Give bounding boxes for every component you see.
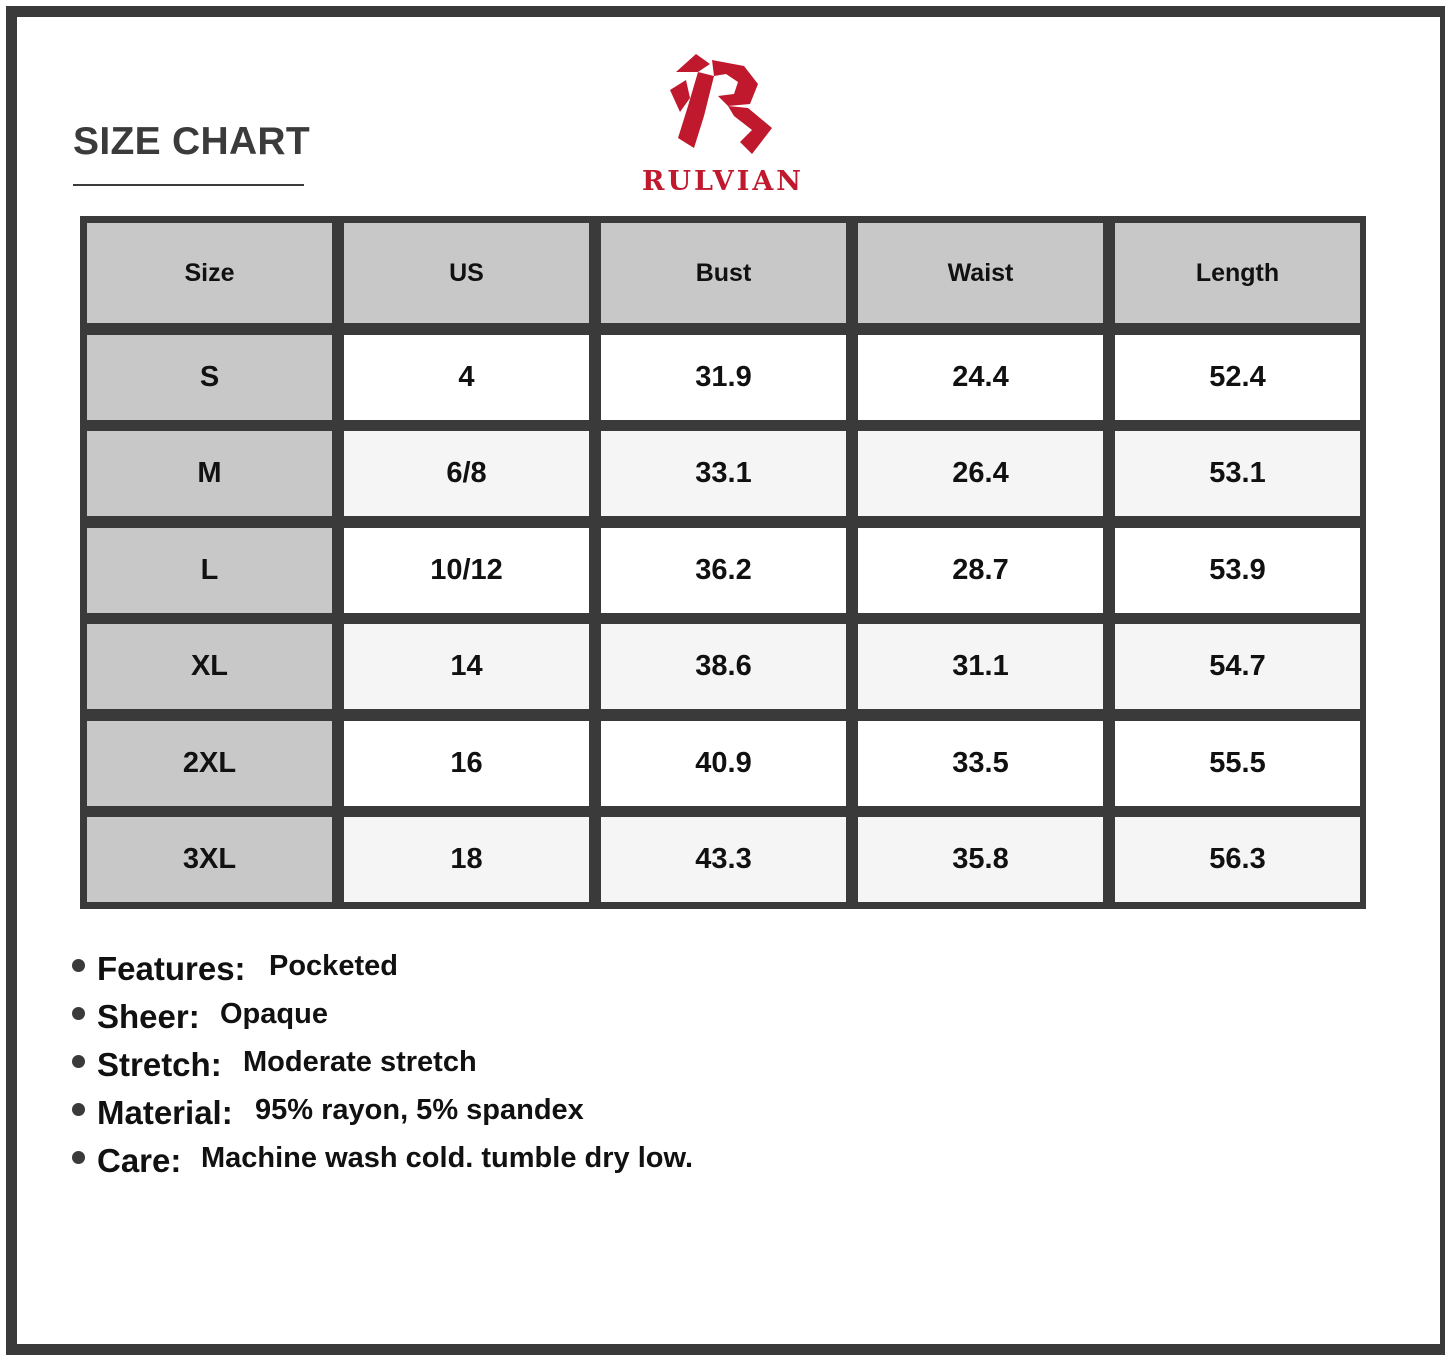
cell-us: 10/12: [344, 528, 589, 613]
cell-length: 54.7: [1115, 624, 1360, 709]
header-waist: Waist: [858, 223, 1103, 323]
cell-length: 56.3: [1115, 817, 1360, 902]
header-bust: Bust: [601, 223, 846, 323]
cell-waist: 26.4: [858, 431, 1103, 516]
brand-logo: [618, 50, 828, 200]
cell-waist: 35.8: [858, 817, 1103, 902]
cell-us: 14: [344, 624, 589, 709]
feature-label: Sheer:: [97, 998, 200, 1035]
cell-size: L: [87, 528, 332, 613]
feature-value: Machine wash cold. tumble dry low.: [201, 1142, 694, 1174]
cell-length: 55.5: [1115, 721, 1360, 806]
cell-waist: 24.4: [858, 335, 1103, 420]
size-table: [80, 216, 1366, 909]
cell-waist: 33.5: [858, 721, 1103, 806]
cell-length: 53.1: [1115, 431, 1360, 516]
cell-bust: 43.3: [601, 817, 846, 902]
cell-bust: 36.2: [601, 528, 846, 613]
feature-value: Opaque: [220, 998, 328, 1030]
feature-value: Pocketed: [269, 950, 398, 982]
header-length: Length: [1115, 223, 1360, 323]
cell-size: 2XL: [87, 721, 332, 806]
feature-label: Features:: [97, 950, 246, 987]
cell-bust: 31.9: [601, 335, 846, 420]
cell-us: 6/8: [344, 431, 589, 516]
cell-size: S: [87, 335, 332, 420]
header-size: Size: [87, 223, 332, 323]
cell-waist: 28.7: [858, 528, 1103, 613]
cell-bust: 38.6: [601, 624, 846, 709]
page-title: SIZE CHART: [73, 120, 310, 163]
stylized-r-logo-icon: [668, 50, 778, 162]
cell-size: M: [87, 431, 332, 516]
cell-size: XL: [87, 624, 332, 709]
cell-waist: 31.1: [858, 624, 1103, 709]
bullet-icon: [72, 1055, 85, 1068]
cell-us: 16: [344, 721, 589, 806]
feature-label: Material:: [97, 1094, 233, 1131]
cell-us: 4: [344, 335, 589, 420]
cell-bust: 40.9: [601, 721, 846, 806]
bullet-icon: [72, 1103, 85, 1116]
feature-label: Stretch:: [97, 1046, 222, 1083]
cell-us: 18: [344, 817, 589, 902]
feature-value: Moderate stretch: [243, 1046, 477, 1078]
bullet-icon: [72, 959, 85, 972]
brand-name: RULVIAN: [642, 166, 804, 197]
header-us: US: [344, 223, 589, 323]
title-underline: [73, 184, 304, 186]
cell-bust: 33.1: [601, 431, 846, 516]
cell-length: 53.9: [1115, 528, 1360, 613]
cell-length: 52.4: [1115, 335, 1360, 420]
bullet-icon: [72, 1151, 85, 1164]
feature-value: 95% rayon, 5% spandex: [255, 1094, 584, 1126]
bullet-icon: [72, 1007, 85, 1020]
feature-label: Care:: [97, 1142, 182, 1179]
cell-size: 3XL: [87, 817, 332, 902]
